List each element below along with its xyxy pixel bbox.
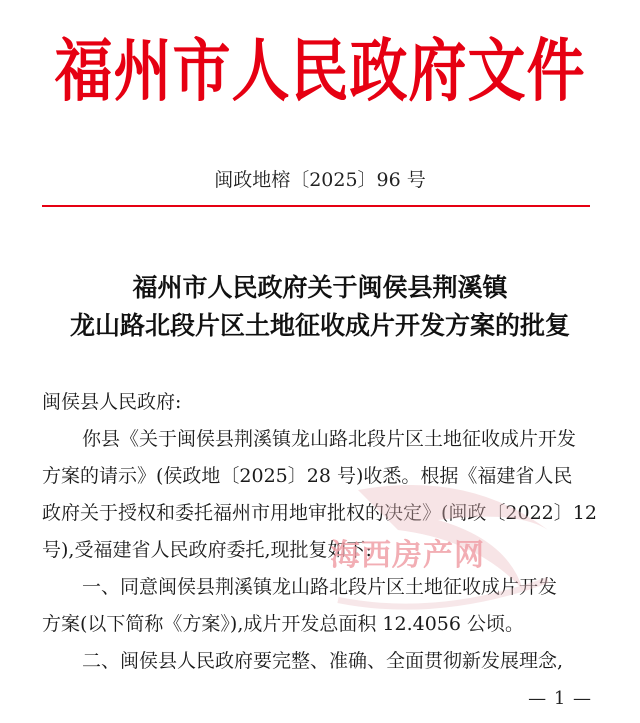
body-line-6: 方案(以下简称《方案》),成片开发总面积 12.4056 公顷。 (42, 613, 525, 635)
red-separator-line (42, 205, 590, 207)
body-line-4: 号),受福建省人民政府委托,现批复如下: (42, 539, 372, 561)
document-title (0, 269, 640, 345)
body-line-3: 政府关于授权和委托福州市用地审批权的决定》(闽政〔2022〕12 (42, 502, 597, 524)
body-line-2: 方案的请示》(侯政地〔2025〕28 号)收悉。根据《福建省人民 (42, 465, 573, 487)
body-line-1: 你县《关于闽侯县荆溪镇龙山路北段片区土地征收成片开发 (82, 428, 577, 450)
title-line-1: 福州市人民政府关于闽侯县荆溪镇 (132, 273, 508, 302)
body-line-5: 一、同意闽侯县荆溪镇龙山路北段片区土地征收成片开发 (82, 576, 558, 598)
salutation: 闽侯县人民政府: (42, 391, 182, 413)
document-body (42, 384, 597, 680)
page-number: — 1 — (528, 688, 592, 709)
body-line-7: 二、闽侯县人民政府要完整、准确、全面贯彻新发展理念, (82, 650, 564, 672)
title-line-2: 龙山路北段片区土地征收成片开发方案的批复 (69, 311, 570, 340)
watermark-text: 海西房产网 (330, 538, 485, 573)
issuer-header: 福州市人民政府文件 (54, 30, 586, 112)
document-number: 闽政地榕〔2025〕96 号 (214, 169, 426, 191)
